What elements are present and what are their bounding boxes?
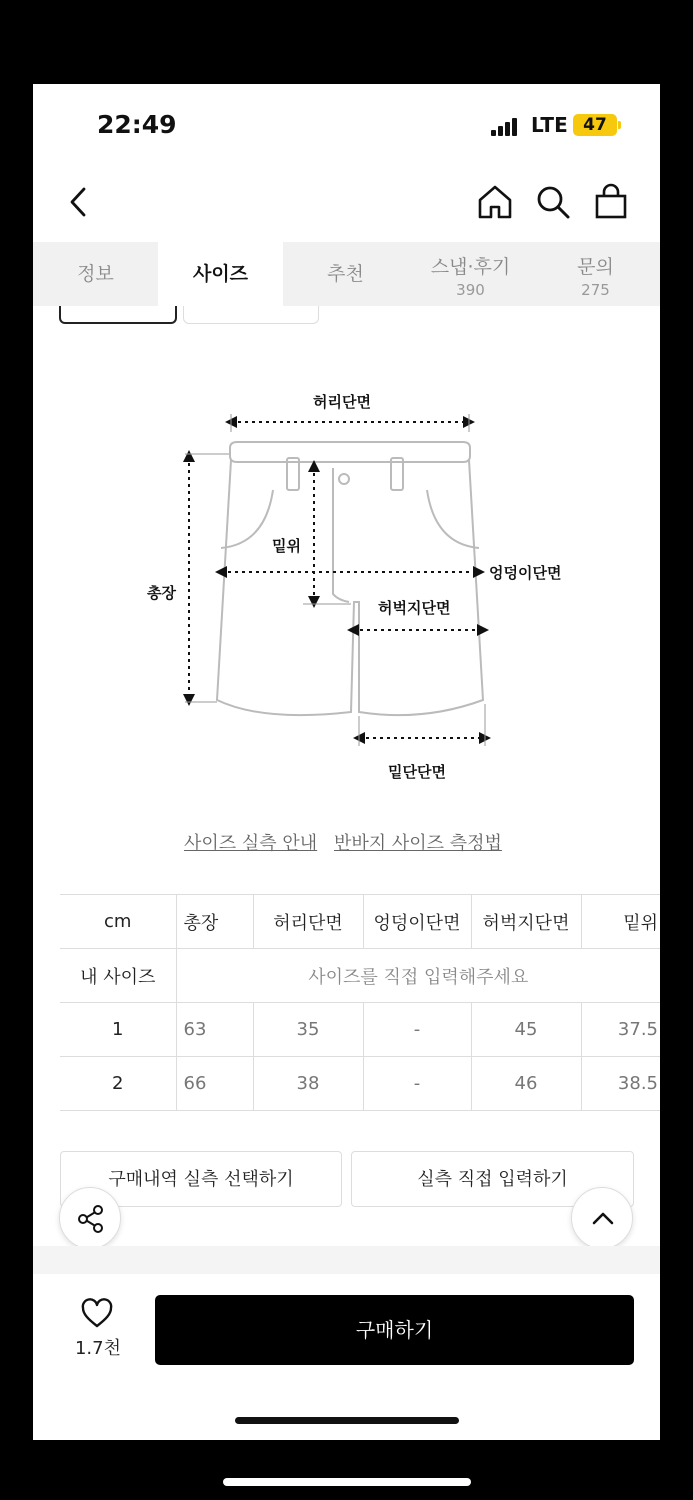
table-cell: 63	[176, 1003, 253, 1057]
home-icon[interactable]	[475, 182, 515, 222]
like-count: 1.7천	[74, 1338, 121, 1359]
tab-recommend[interactable]: 추천	[327, 263, 364, 285]
share-icon	[75, 1203, 107, 1235]
my-size-label: 내 사이즈	[60, 949, 176, 1003]
table-cell: 2	[60, 1057, 176, 1111]
chevron-left-icon[interactable]	[59, 182, 99, 222]
table-header-cell: cm	[60, 895, 176, 949]
measure-guide-link[interactable]: 반바지 사이즈 측정법	[334, 833, 502, 854]
my-size-message[interactable]: 사이즈를 직접 입력해주세요	[176, 949, 660, 1003]
outer-home-indicator	[223, 1478, 471, 1486]
battery-level: 47	[573, 114, 617, 136]
table-cell: 45	[471, 1003, 581, 1057]
size-option-chip[interactable]	[183, 306, 319, 324]
my-size-row[interactable]	[60, 949, 660, 1003]
signal-icon	[491, 118, 521, 136]
shopping-bag-icon[interactable]	[591, 181, 631, 221]
label-hem: 밑단단면	[388, 763, 446, 781]
app-screen	[33, 84, 660, 1440]
label-thigh: 허벅지단면	[378, 599, 451, 617]
table-cell: 35	[253, 1003, 363, 1057]
battery-tip	[618, 121, 621, 129]
label-waist: 허리단면	[313, 393, 371, 411]
tab-info[interactable]: 정보	[77, 263, 114, 285]
tab-snap-review[interactable]: 스냅·후기 390	[430, 256, 511, 299]
table-cell: 1	[60, 1003, 176, 1057]
search-icon[interactable]	[533, 182, 573, 222]
table-header-cell: 허벅지단면	[471, 895, 581, 949]
table-cell: 66	[176, 1057, 253, 1111]
home-indicator	[235, 1417, 459, 1424]
table-cell: 38.5	[581, 1057, 660, 1111]
table-header-cell: 엉덩이단면	[363, 895, 471, 949]
table-cell: -	[363, 1057, 471, 1111]
share-button[interactable]	[59, 1187, 121, 1249]
table-header-cell: 밑위	[581, 895, 660, 949]
size-option-chip-selected[interactable]	[59, 306, 177, 324]
direct-input-size-button[interactable]: 실측 직접 입력하기	[351, 1151, 634, 1207]
heart-icon[interactable]	[80, 1297, 114, 1329]
table-header-cell: 총장	[176, 895, 253, 949]
table-cell: -	[363, 1003, 471, 1057]
network-type: LTE	[531, 113, 568, 137]
status-time: 22:49	[97, 110, 177, 139]
scroll-top-button[interactable]	[571, 1187, 633, 1249]
table-header-row	[60, 895, 660, 949]
table-cell: 38	[253, 1057, 363, 1111]
tab-bar	[33, 242, 660, 306]
table-row	[60, 1057, 660, 1111]
label-hip: 엉덩이단면	[489, 564, 562, 582]
label-rise: 밑위	[272, 537, 301, 555]
tab-size[interactable]: 사이즈	[158, 242, 283, 306]
size-table	[60, 894, 660, 1111]
buy-button[interactable]: 구매하기	[155, 1295, 634, 1365]
shorts-diagram	[173, 404, 513, 754]
table-header-cell: 허리단면	[253, 895, 363, 949]
tab-inquiry[interactable]: 문의 275	[577, 256, 614, 299]
size-guide-link[interactable]: 사이즈 실측 안내	[184, 833, 318, 854]
label-total-length: 총장	[147, 584, 176, 602]
table-cell: 37.5	[581, 1003, 660, 1057]
table-row	[60, 1003, 660, 1057]
table-cell: 46	[471, 1057, 581, 1111]
purchase-history-size-button[interactable]: 구매내역 실측 선택하기	[60, 1151, 342, 1207]
chevron-up-icon	[589, 1205, 617, 1233]
section-separator	[33, 1246, 660, 1274]
